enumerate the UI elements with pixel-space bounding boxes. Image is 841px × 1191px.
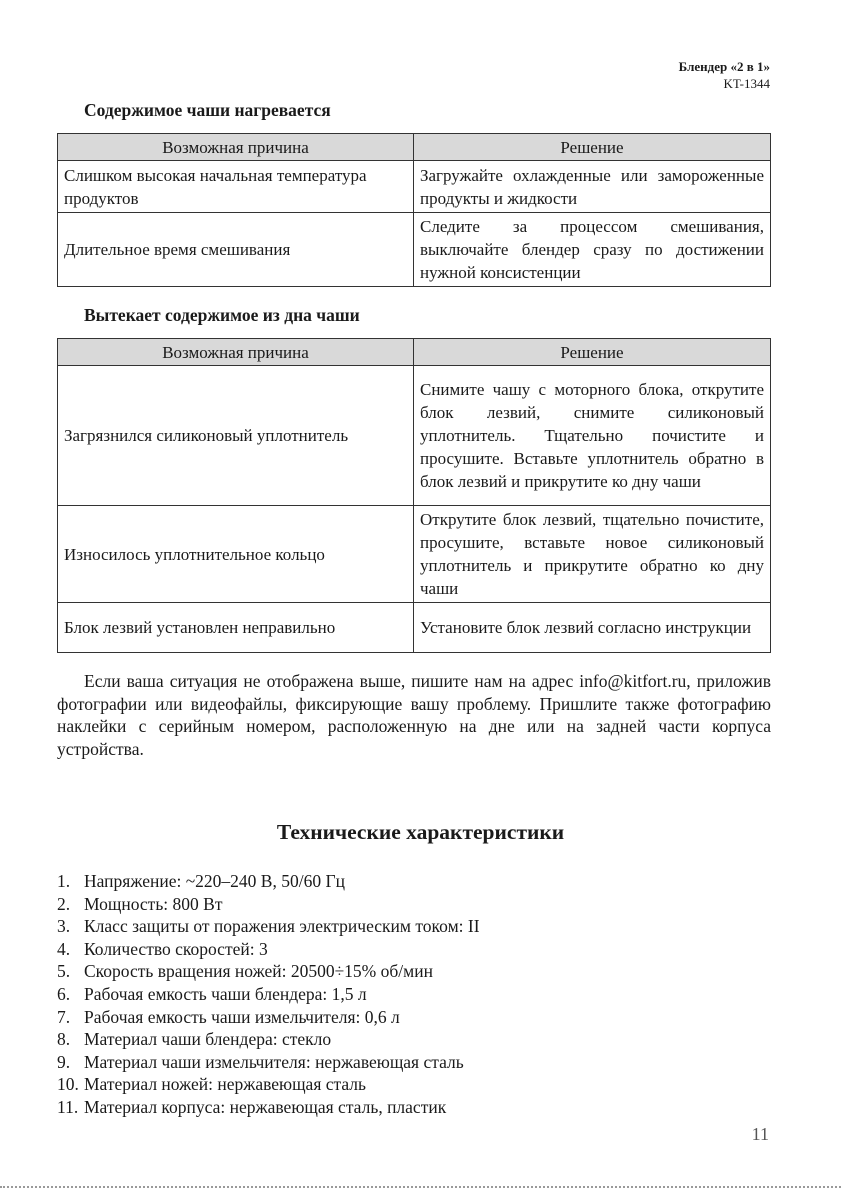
cause-cell: Блок лезвий установлен неправильно [58, 603, 414, 653]
page-bottom-divider [0, 1186, 841, 1188]
contact-paragraph: Если ваша ситуация не отображена выше, пишите нам на адрес info@kitfort.ru, приложив фотографии или видеофайлы, фиксирующие вашу проблему. Пришлите также фотографию наклейки с серийным номером, расположенную на дне или на задней части корпуса устройства. [57, 671, 771, 759]
list-item-number: 11. [57, 1096, 79, 1117]
column-header-solution: Решение [414, 339, 771, 366]
product-code: KT-1344 [723, 76, 770, 91]
list-item [57, 1006, 480, 1029]
list-item [57, 915, 480, 938]
column-header-cause: Возможная причина [58, 339, 414, 366]
list-item [57, 1073, 480, 1096]
troubleshooting-table-leaking [57, 338, 771, 653]
list-item [57, 893, 480, 916]
list-item [57, 938, 480, 961]
list-item-text: Мощность: 800 Вт [84, 893, 223, 914]
list-item-number: 3. [57, 916, 71, 937]
list-item [57, 960, 480, 983]
cause-cell: Длительное время смешивания [58, 213, 414, 287]
section-title-heating: Содержимое чаши нагревается [84, 100, 331, 120]
solution-cell: Установите блок лезвий согласно инструкции [414, 603, 771, 653]
list-item-text: Материал чаши измельчителя: нержавеющая сталь [84, 1051, 464, 1072]
list-item [57, 1051, 480, 1074]
list-item [57, 1096, 480, 1119]
list-item-text: Класс защиты от поражения электрическим током: II [84, 916, 480, 937]
column-header-solution: Решение [414, 134, 771, 161]
list-item-number: 2. [57, 893, 71, 914]
table-row [58, 506, 771, 603]
page-number: 11 [751, 1124, 769, 1144]
list-item-number: 10. [57, 1074, 79, 1095]
table-row [58, 161, 771, 213]
solution-cell: Загружайте охлажденные или замороженные продукты и жидкости [414, 161, 771, 213]
list-item-text: Рабочая емкость чаши измельчителя: 0,6 л [84, 1006, 400, 1027]
table-header-row [58, 134, 771, 161]
list-item [57, 983, 480, 1006]
specs-title: Технические характеристики [276, 820, 565, 844]
list-item [57, 1028, 480, 1051]
section-title-leaking: Вытекает содержимое из дна чаши [84, 305, 360, 325]
list-item-text: Скорость вращения ножей: 20500÷15% об/мин [84, 961, 433, 982]
column-header-cause: Возможная причина [58, 134, 414, 161]
list-item-text: Материал чаши блендера: стекло [84, 1029, 332, 1050]
list-item-number: 8. [57, 1029, 71, 1050]
cause-cell: Загрязнился силиконовый уплотнитель [58, 366, 414, 506]
list-item-number: 4. [57, 938, 71, 959]
table-row [58, 213, 771, 287]
list-item-number: 1. [57, 871, 71, 891]
list-item [57, 870, 480, 893]
list-item-number: 7. [57, 1006, 71, 1027]
cause-cell: Износилось уплотнительное кольцо [58, 506, 414, 603]
table-header-row [58, 339, 771, 366]
list-item-text: Количество скоростей: 3 [84, 938, 268, 959]
table-row [58, 366, 771, 506]
table-row [58, 603, 771, 653]
solution-cell: Снимите чашу с моторного блока, открутите блок лезвий, снимите силиконовый уплотнитель. Тщательно почистите и просушите. Вставьте уплотнитель обратно в блок лезвий и прикрутите ко дну чаши [414, 366, 771, 506]
list-item-text: Напряжение: ~220–240 В, 50/60 Гц [84, 871, 345, 891]
solution-cell: Открутите блок лезвий, тщательно почистите, просушите, вставьте новое силиконовый уплотнитель и прикрутите обратно ко дну чаши [414, 506, 771, 603]
list-item-text: Рабочая емкость чаши блендера: 1,5 л [84, 983, 367, 1004]
solution-cell: Следите за процессом смешивания, выключайте блендер сразу по достижении нужной консистенции [414, 213, 771, 287]
page-header [679, 58, 770, 92]
list-item-number: 5. [57, 961, 71, 982]
list-item-text: Материал корпуса: нержавеющая сталь, пластик [84, 1096, 447, 1117]
list-item-number: 6. [57, 983, 71, 1004]
list-item-number: 9. [57, 1051, 71, 1072]
list-item-text: Материал ножей: нержавеющая сталь [84, 1074, 367, 1095]
product-name: Блендер «2 в 1» [678, 59, 770, 74]
troubleshooting-table-heating [57, 133, 771, 287]
cause-cell: Слишком высокая начальная температура продуктов [58, 161, 414, 213]
specs-list [57, 870, 480, 1119]
